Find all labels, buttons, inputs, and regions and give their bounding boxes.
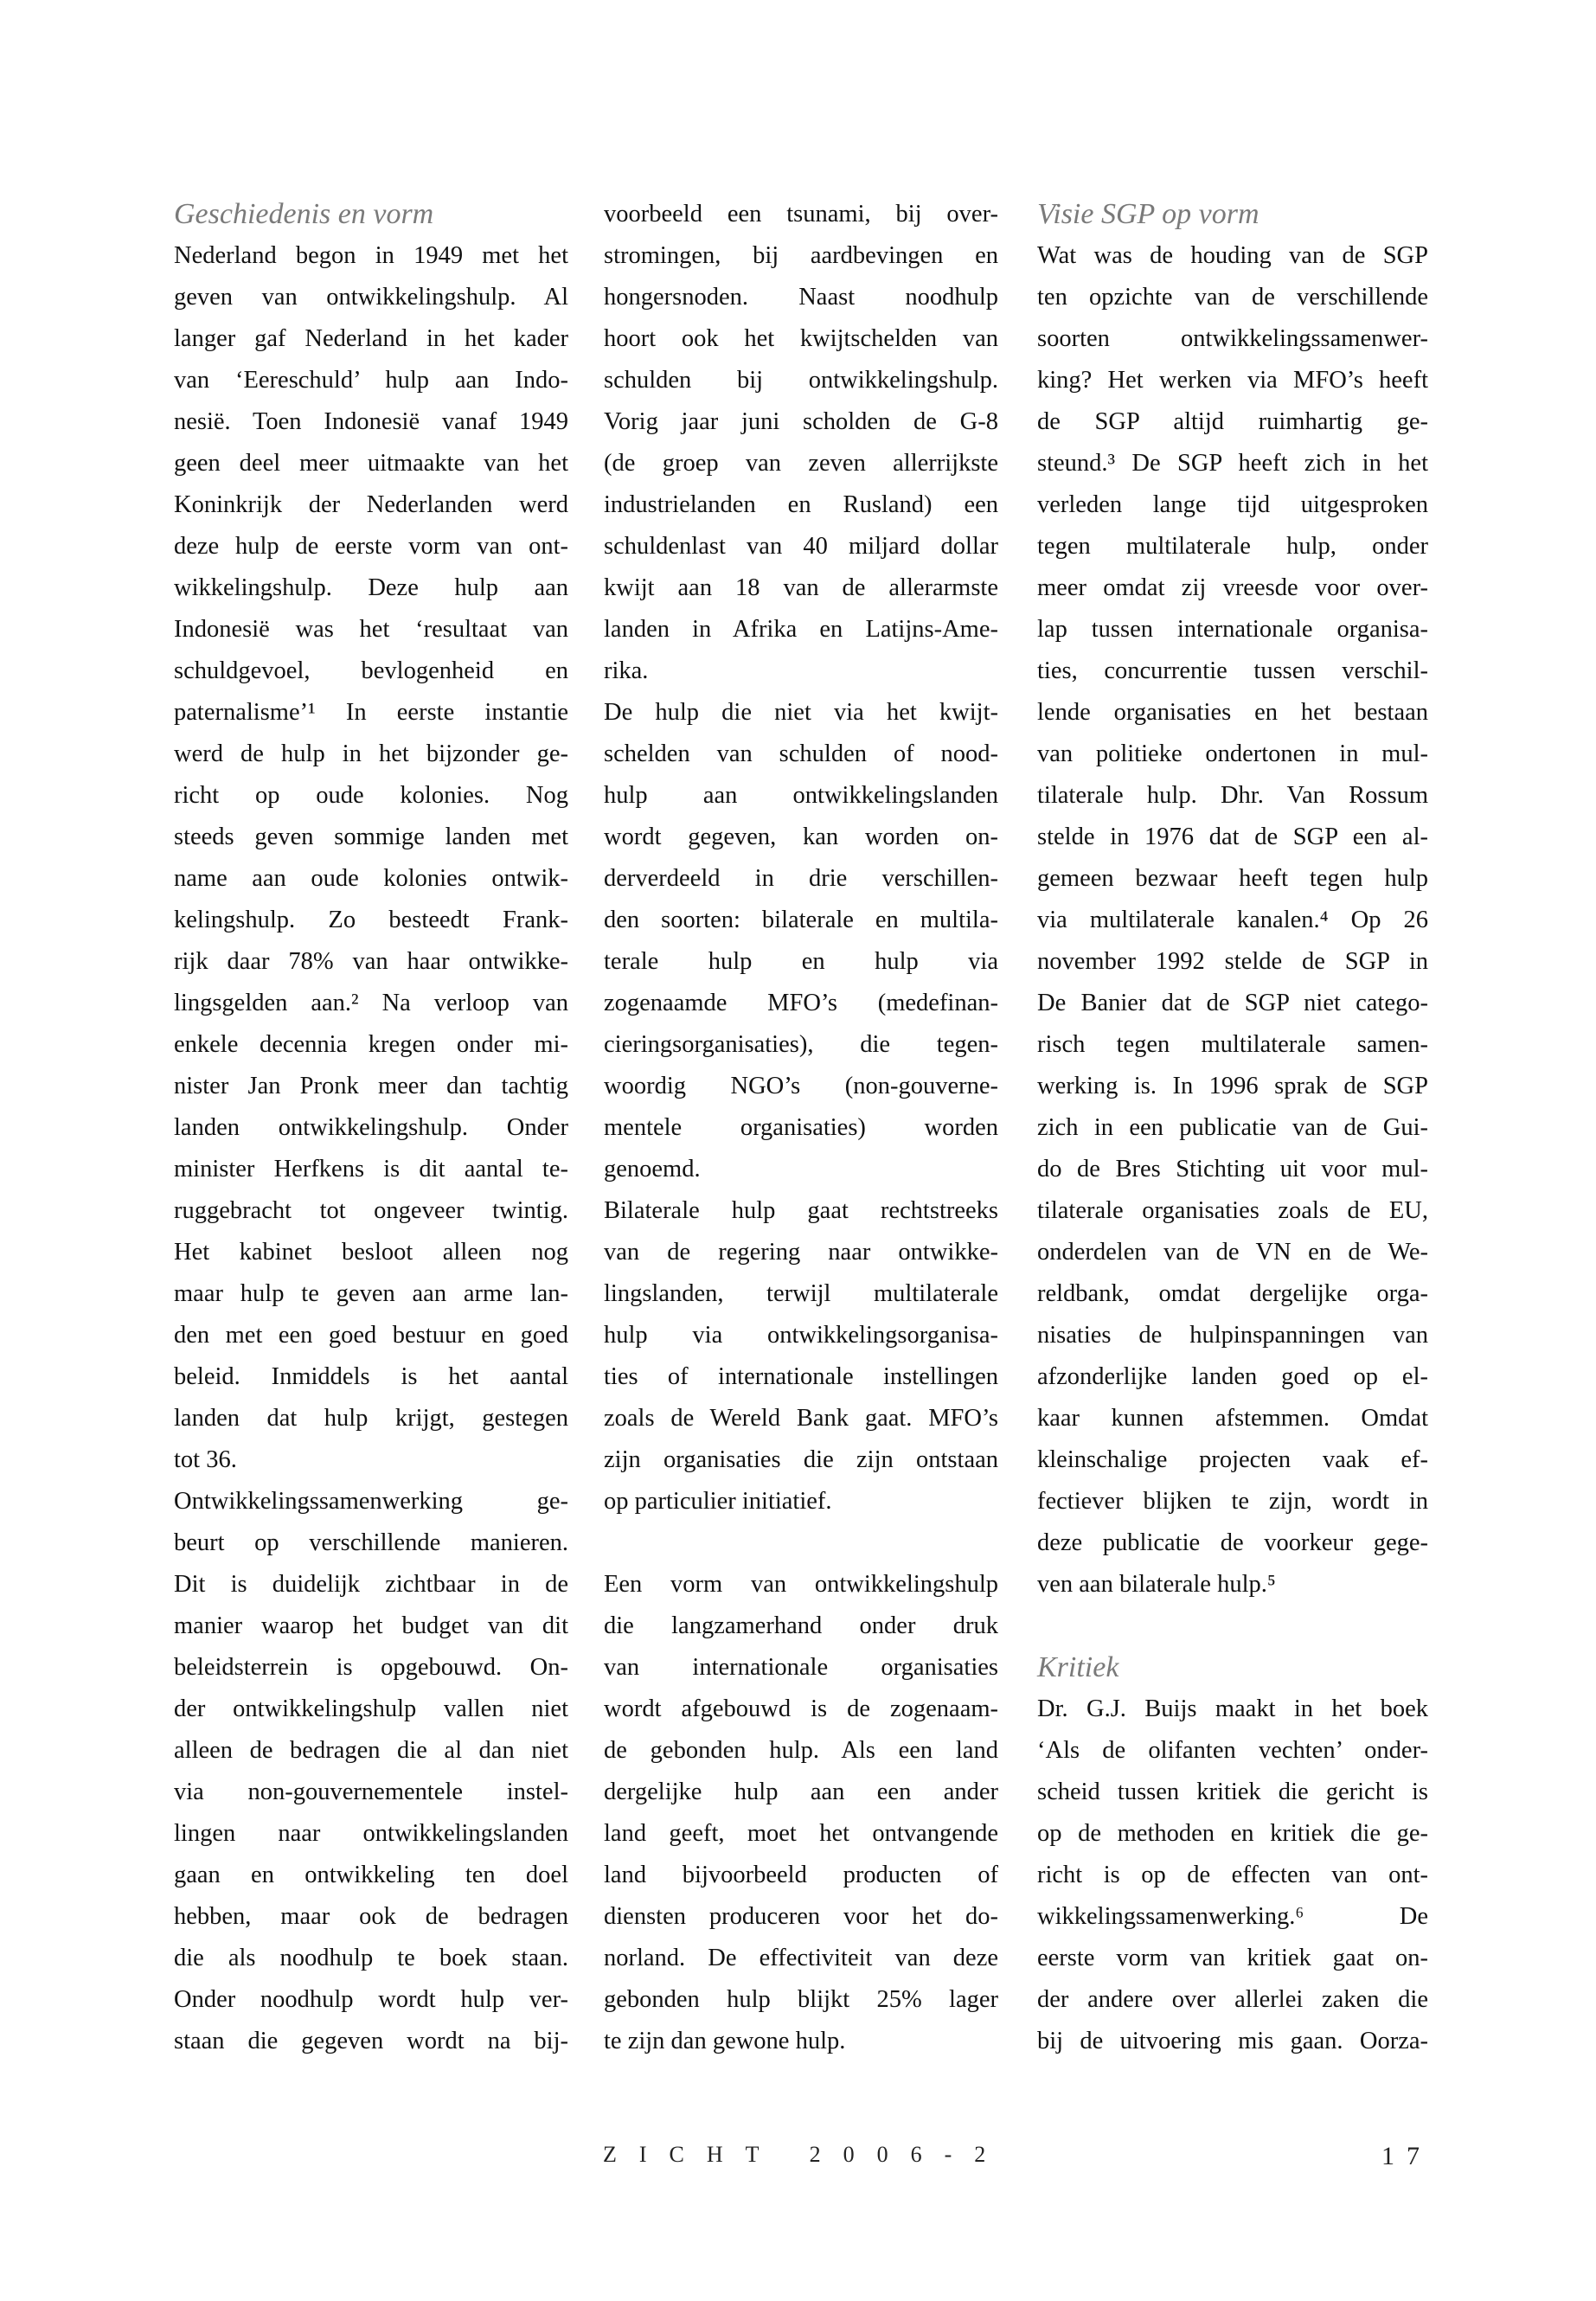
- section-heading: Visie SGP op vorm: [1037, 198, 1259, 230]
- text-line: november 1992 stelde de SGP in: [1037, 948, 1428, 975]
- text-line: name aan oude kolonies ontwik-: [174, 865, 568, 892]
- text-line: wikkelingshulp. Deze hulp aan: [174, 574, 568, 601]
- paragraph: [174, 235, 568, 1481]
- text-line: gemeen bezwaar heeft tegen hulp: [1037, 865, 1428, 892]
- text-line: Bilaterale hulp gaat rechtstreeks: [604, 1197, 998, 1224]
- text-line: den met een goed bestuur en goed: [174, 1322, 568, 1349]
- text-line: nisaties de hulpinspanningen van: [1037, 1322, 1428, 1349]
- text-line: werd de hulp in het bijzonder ge-: [174, 740, 568, 767]
- text-line: kleinschalige projecten vaak ef-: [1037, 1446, 1428, 1473]
- text-line: gebonden hulp blijkt 25% lager: [604, 1986, 998, 2013]
- text-line: rijk daar 78% van haar ontwikke-: [174, 948, 568, 975]
- text-line: land bijvoorbeeld producten of: [604, 1862, 998, 1888]
- text-line: landen in Afrika en Latijns-Ame-: [604, 616, 998, 643]
- text-line: rika.: [604, 657, 649, 684]
- text-line: staan die gegeven wordt na bij-: [174, 2028, 568, 2054]
- text-line: hulp aan ontwikkelingslanden: [604, 782, 998, 809]
- text-line: beleidsterrein is opgebouwd. On-: [174, 1654, 568, 1681]
- text-line: mentele organisaties) worden: [604, 1114, 998, 1141]
- text-line: gaan en ontwikkeling ten doel: [174, 1862, 568, 1888]
- text-line: die langzamerhand onder druk: [604, 1612, 998, 1639]
- text-line: richt op oude kolonies. Nog: [174, 782, 568, 809]
- text-line: zich in een publicatie van de Gui-: [1037, 1114, 1428, 1141]
- text-line: landen dat hulp krijgt, gestegen: [174, 1405, 568, 1432]
- text-line: hoort ook het kwijtschelden van: [604, 325, 998, 352]
- text-line: nesië. Toen Indonesië vanaf 1949: [174, 408, 568, 435]
- text-line: derverdeeld in drie verschillen-: [604, 865, 998, 892]
- text-line: De Banier dat de SGP niet catego-: [1037, 990, 1428, 1016]
- text-line: van de regering naar ontwikke-: [604, 1239, 998, 1266]
- text-line: werking is. In 1996 sprak de SGP: [1037, 1073, 1428, 1099]
- text-line: Nederland begon in 1949 met het: [174, 242, 568, 269]
- text-line: zijn organisaties die zijn ontstaan: [604, 1446, 998, 1473]
- paragraph: [174, 1481, 568, 2062]
- text-line: industrielanden en Rusland) een: [604, 491, 998, 518]
- text-line: Wat was de houding van de SGP: [1037, 242, 1428, 269]
- text-line: kwijt aan 18 van de allerarmste: [604, 574, 998, 601]
- text-line: lingen naar ontwikkelingslanden: [174, 1820, 568, 1847]
- text-line: tot 36.: [174, 1446, 237, 1473]
- paragraph: [604, 194, 998, 692]
- text-line: schulden bij ontwikkelingshulp.: [604, 367, 998, 394]
- text-line: der andere over allerlei zaken die: [1037, 1986, 1428, 2013]
- paragraph: [1037, 1689, 1428, 2062]
- text-line: stelde in 1976 dat de SGP een al-: [1037, 824, 1428, 850]
- text-line: diensten produceren voor het do-: [604, 1903, 998, 1930]
- text-line: onderdelen van de VN en de We-: [1037, 1239, 1428, 1266]
- text-line: deze hulp de eerste vorm van ont-: [174, 533, 568, 560]
- text-line: bij de uitvoering mis gaan. Oorza-: [1037, 2028, 1428, 2054]
- text-line: hebben, maar ook de bedragen: [174, 1903, 568, 1930]
- text-line: do de Bres Stichting uit voor mul-: [1037, 1156, 1428, 1183]
- text-line: king? Het werken via MFO’s heeft: [1037, 367, 1428, 394]
- text-line: norland. De effectiviteit van deze: [604, 1945, 998, 1971]
- paragraph: [604, 1190, 998, 1522]
- text-line: ties, concurrentie tussen verschil-: [1037, 657, 1428, 684]
- text-line: De hulp die niet via het kwijt-: [604, 699, 998, 726]
- text-line: scheid tussen kritiek die gericht is: [1037, 1779, 1428, 1805]
- text-line: die als noodhulp te boek staan.: [174, 1945, 568, 1971]
- text-line: manier waarop het budget van dit: [174, 1612, 568, 1639]
- text-line: afzonderlijke landen goed op el-: [1037, 1363, 1428, 1390]
- text-line: lap tussen internationale organisa-: [1037, 616, 1428, 643]
- text-line: Vorig jaar juni scholden de G-8: [604, 408, 998, 435]
- text-line: verleden lange tijd uitgesproken: [1037, 491, 1428, 518]
- text-line: ties of internationale instellingen: [604, 1363, 998, 1390]
- text-line: voorbeeld een tsunami, bij over-: [604, 201, 998, 228]
- text-line: beleid. Inmiddels is het aantal: [174, 1363, 568, 1390]
- text-line: Koninkrijk der Nederlanden werd: [174, 491, 568, 518]
- text-line: via multilaterale kanalen.⁴ Op 26: [1037, 907, 1428, 933]
- text-line: nister Jan Pronk meer dan tachtig: [174, 1073, 568, 1099]
- text-line: lende organisaties en het bestaan: [1037, 699, 1428, 726]
- text-line: fectiever blijken te zijn, wordt in: [1037, 1488, 1428, 1515]
- text-line: minister Herfkens is dit aantal te-: [174, 1156, 568, 1183]
- paragraph-gap: [604, 1522, 998, 1564]
- text-line: tegen multilaterale hulp, onder: [1037, 533, 1428, 560]
- text-line: ‘Als de olifanten vechten’ onder-: [1037, 1737, 1428, 1764]
- text-line: lingslanden, terwijl multilaterale: [604, 1280, 998, 1307]
- text-line: Indonesië was het ‘resultaat van: [174, 616, 568, 643]
- text-line: woordig NGO’s (non-gouverne-: [604, 1073, 998, 1099]
- text-line: cieringsorganisaties), die tegen-: [604, 1031, 998, 1058]
- text-line: kaar kunnen afstemmen. Omdat: [1037, 1405, 1428, 1432]
- text-line: van internationale organisaties: [604, 1654, 998, 1681]
- text-line: lingsgelden aan.² Na verloop van: [174, 990, 568, 1016]
- text-line: de gebonden hulp. Als een land: [604, 1737, 998, 1764]
- text-line: te zijn dan gewone hulp.: [604, 2028, 846, 2054]
- text-line: (de groep van zeven allerrijkste: [604, 450, 998, 477]
- text-line: geven van ontwikkelingshulp. Al: [174, 284, 568, 311]
- text-line: de SGP altijd ruimhartig ge-: [1037, 408, 1428, 435]
- text-line: steund.³ De SGP heeft zich in het: [1037, 450, 1428, 477]
- text-line: risch tegen multilaterale samen-: [1037, 1031, 1428, 1058]
- paragraph: [604, 692, 998, 1190]
- text-line: wordt afgebouwd is de zogenaam-: [604, 1695, 998, 1722]
- text-line: Dit is duidelijk zichtbaar in de: [174, 1571, 568, 1598]
- column-1: [174, 194, 568, 2062]
- text-line: paternalisme’¹ In eerste instantie: [174, 699, 568, 726]
- text-line: reldbank, omdat dergelijke orga-: [1037, 1280, 1428, 1307]
- text-line: schuldenlast van 40 miljard dollar: [604, 533, 998, 560]
- column-2: [604, 194, 998, 2062]
- text-line: maar hulp te geven aan arme lan-: [174, 1280, 568, 1307]
- text-line: van ‘Eereschuld’ hulp aan Indo-: [174, 367, 568, 394]
- text-line: ten opzichte van de verschillende: [1037, 284, 1428, 311]
- text-line: schelden van schulden of nood-: [604, 740, 998, 767]
- page-number: 17: [1381, 2142, 1432, 2170]
- text-line: zogenaamde MFO’s (medefinan-: [604, 990, 998, 1016]
- text-line: beurt op verschillende manieren.: [174, 1529, 568, 1556]
- text-line: eerste vorm van kritiek gaat on-: [1037, 1945, 1428, 1971]
- text-line: terale hulp en hulp via: [604, 948, 998, 975]
- text-line: hongersnoden. Naast noodhulp: [604, 284, 998, 311]
- text-line: wikkelingssamenwerking.⁶ De: [1037, 1903, 1428, 1930]
- section-heading: Kritiek: [1037, 1651, 1119, 1683]
- section-heading: Geschiedenis en vorm: [174, 198, 434, 230]
- text-line: richt is op de effecten van ont-: [1037, 1862, 1428, 1888]
- text-line: op de methoden en kritiek die ge-: [1037, 1820, 1428, 1847]
- text-line: landen ontwikkelingshulp. Onder: [174, 1114, 568, 1141]
- text-line: tilaterale organisaties zoals de EU,: [1037, 1197, 1428, 1224]
- paragraph: [1037, 235, 1428, 1606]
- text-line: stromingen, bij aardbevingen en: [604, 242, 998, 269]
- text-line: Een vorm van ontwikkelingshulp: [604, 1571, 998, 1598]
- text-line: steeds geven sommige landen met: [174, 824, 568, 850]
- text-line: ven aan bilaterale hulp.⁵: [1037, 1571, 1276, 1598]
- text-line: meer omdat zij vreesde voor over-: [1037, 574, 1428, 601]
- journal-footer: ZICHT 2006-2: [603, 2142, 1009, 2167]
- text-line: genoemd.: [604, 1156, 701, 1183]
- text-line: kelingshulp. Zo besteedt Frank-: [174, 907, 568, 933]
- text-line: der ontwikkelingshulp vallen niet: [174, 1695, 568, 1722]
- text-line: hulp via ontwikkelingsorganisa-: [604, 1322, 998, 1349]
- text-line: den soorten: bilaterale en multila-: [604, 907, 998, 933]
- text-line: schuldgevoel, bevlogenheid en: [174, 657, 568, 684]
- column-3: [1037, 194, 1428, 2062]
- text-line: land geeft, moet het ontvangende: [604, 1820, 998, 1847]
- text-line: alleen de bedragen die al dan niet: [174, 1737, 568, 1764]
- text-line: soorten ontwikkelingssamenwer-: [1037, 325, 1428, 352]
- text-line: van politieke ondertonen in mul-: [1037, 740, 1428, 767]
- paragraph-gap: [1037, 1606, 1428, 1647]
- text-line: Ontwikkelingssamenwerking ge-: [174, 1488, 568, 1515]
- text-line: Dr. G.J. Buijs maakt in het boek: [1037, 1695, 1428, 1722]
- text-line: ruggebracht tot ongeveer twintig.: [174, 1197, 568, 1224]
- paragraph: [604, 1564, 998, 2062]
- text-line: dergelijke hulp aan een ander: [604, 1779, 998, 1805]
- text-line: wordt gegeven, kan worden on-: [604, 824, 998, 850]
- text-line: langer gaf Nederland in het kader: [174, 325, 568, 352]
- text-line: tilaterale hulp. Dhr. Van Rossum: [1037, 782, 1428, 809]
- text-line: deze publicatie de voorkeur gege-: [1037, 1529, 1428, 1556]
- text-line: enkele decennia kregen onder mi-: [174, 1031, 568, 1058]
- text-line: Onder noodhulp wordt hulp ver-: [174, 1986, 568, 2013]
- text-line: geen deel meer uitmaakte van het: [174, 450, 568, 477]
- text-line: zoals de Wereld Bank gaat. MFO’s: [604, 1405, 998, 1432]
- text-line: via non-gouvernementele instel-: [174, 1779, 568, 1805]
- text-line: op particulier initiatief.: [604, 1488, 832, 1515]
- text-line: Het kabinet besloot alleen nog: [174, 1239, 568, 1266]
